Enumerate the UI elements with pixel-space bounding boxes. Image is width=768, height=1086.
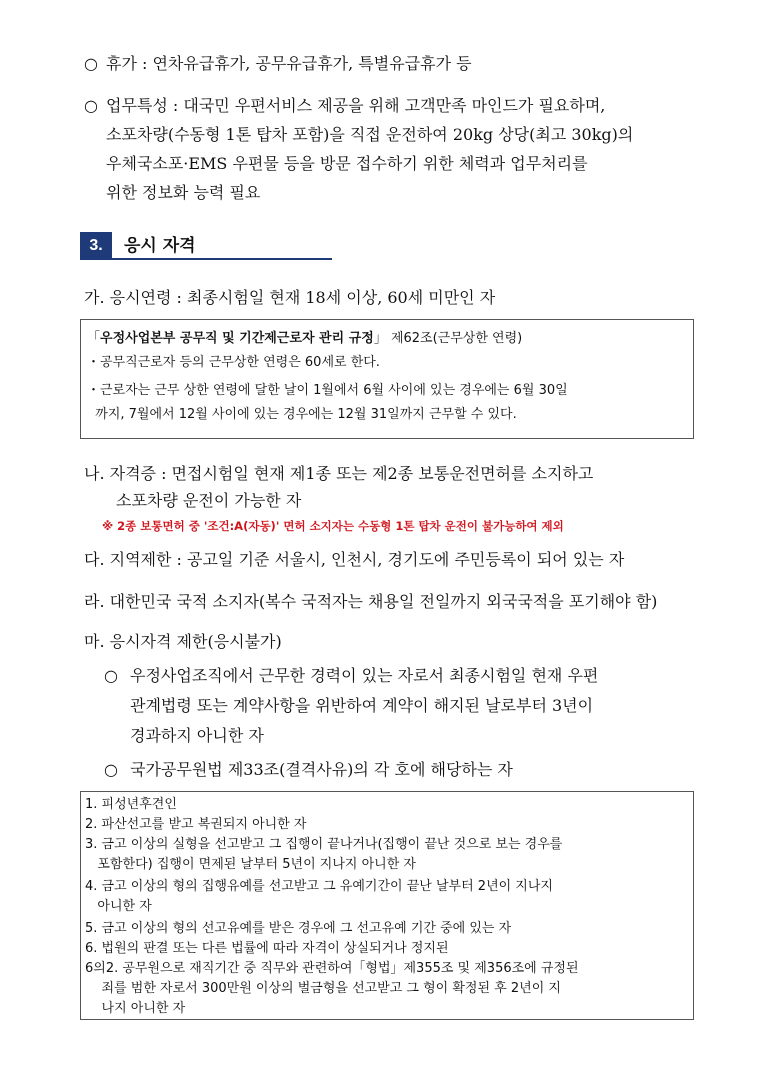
restriction-2-line-1: 국가공무원법 제33조(결격사유)의 각 호에 해당하는 자 <box>130 760 513 779</box>
item-ma-restriction: 마. 응시자격 제한(응시불가) <box>84 632 282 651</box>
restriction-1-line-2: 관계법령 또는 계약사항을 위반하여 계약이 해지된 날로부터 3년이 <box>130 696 594 715</box>
section-header <box>80 232 332 260</box>
item-ga-age: 가. 응시연령 : 최종시험일 현재 18세 이상, 60세 미만인 자 <box>84 288 496 307</box>
disq-line-3: 3. 금고 이상의 실형을 선고받고 그 집행이 끝나거나(집행이 끝난 것으로 보는 경우를 <box>85 837 563 852</box>
section-underline <box>112 258 332 260</box>
regulation-title-bold: 우정사업본부 공무직 및 기간제근로자 관리 규정 <box>100 331 374 346</box>
regulation-title-prefix: 「 <box>87 331 101 346</box>
regulation-title-suffix: 」 제62조(근무상한 연령) <box>373 331 523 346</box>
item-da-region: 다. 지역제한 : 공고일 기준 서울시, 인천시, 경기도에 주민등록이 되어 있는 자 <box>84 550 625 569</box>
disq-line-5: 4. 금고 이상의 형의 집행유예를 선고받고 그 유예기간이 끝난 날부터 2년이 지나지 <box>85 879 553 894</box>
item-na-license-2: 소포차량 운전이 가능한 자 <box>116 491 302 510</box>
disq-line-2: 2. 파산선고를 받고 복권되지 아니한 자 <box>85 817 307 832</box>
regulation-line-2: ・근로자는 근무 상한 연령에 달한 날이 1월에서 6월 사이에 있는 경우에는 6월 30일 <box>87 383 568 398</box>
duties-line-1: 업무특성 : 대국민 우편서비스 제공을 위해 고객만족 마인드가 필요하며, <box>106 96 606 115</box>
disq-line-7: 5. 금고 이상의 형의 선고유예를 받은 경우에 그 선고유예 기간 중에 있는 자 <box>85 921 512 936</box>
bullet-marker: ○ <box>84 96 98 115</box>
restriction-1-line-1: 우정사업조직에서 근무한 경력이 있는 자로서 최종시험일 현재 우편 <box>130 666 599 685</box>
disq-line-8: 6. 법원의 판결 또는 다른 법률에 따라 자격이 상실되거나 정지된 <box>85 941 449 956</box>
item-ra-nationality: 라. 대한민국 국적 소지자(복수 국적자는 채용일 전일까지 외국국적을 포기해야 함) <box>84 592 658 611</box>
duties-line-2: 소포차량(수동형 1톤 탑차 포함)을 직접 운전하여 20kg 상당(최고 30kg)의 <box>106 125 634 144</box>
regulation-line-3: 까지, 7월에서 12월 사이에 있는 경우에는 12월 31일까지 근무할 수 있다. <box>87 407 517 422</box>
regulation-box <box>80 319 694 439</box>
disq-line-9: 6의2. 공무원으로 재직기간 중 직무와 관련하여「형법」제355조 및 제356조에 규정된 <box>85 961 579 976</box>
disq-line-4: 포함한다) 집행이 면제된 날부터 5년이 지나지 아니한 자 <box>85 857 416 872</box>
disq-line-10: 죄를 범한 자로서 300만원 이상의 벌금형을 선고받고 그 형이 확정된 후 2년이 지 <box>85 981 561 996</box>
disq-line-11: 나지 아니한 자 <box>85 1001 186 1016</box>
bullet-vacation <box>84 52 472 76</box>
duties-line-4: 위한 정보화 능력 필요 <box>106 183 261 202</box>
disq-line-1: 1. 피성년후견인 <box>85 797 177 812</box>
bullet-marker: ○ <box>104 760 118 779</box>
duties-line-3: 우체국소포·EMS 우편물 등을 방문 접수하기 위한 체력과 업무처리를 <box>106 154 588 173</box>
section-title: 응시 자격 <box>124 236 196 256</box>
regulation-line-1: ・공무직근로자 등의 근무상한 연령은 60세로 한다. <box>87 355 380 370</box>
restriction-1-line-3: 경과하지 아니한 자 <box>130 726 264 745</box>
license-note: ※ 2종 보통면허 중 '조건:A(자동)' 면허 소지자는 수동형 1톤 탑차 운전이 불가능하여 제외 <box>102 519 564 533</box>
vacation-text: 휴가 : 연차유급휴가, 공무유급휴가, 특별유급휴가 등 <box>106 54 472 73</box>
section-number: 3. <box>80 232 112 260</box>
item-na-license-1: 나. 자격증 : 면접시험일 현재 제1종 또는 제2종 보통운전면허를 소지하고 <box>84 464 594 483</box>
regulation-title <box>87 328 522 349</box>
bullet-marker: ○ <box>104 666 118 685</box>
bullet-marker: ○ <box>84 54 98 73</box>
disqualification-box <box>80 791 694 1020</box>
disq-line-6: 아니한 자 <box>85 899 152 914</box>
